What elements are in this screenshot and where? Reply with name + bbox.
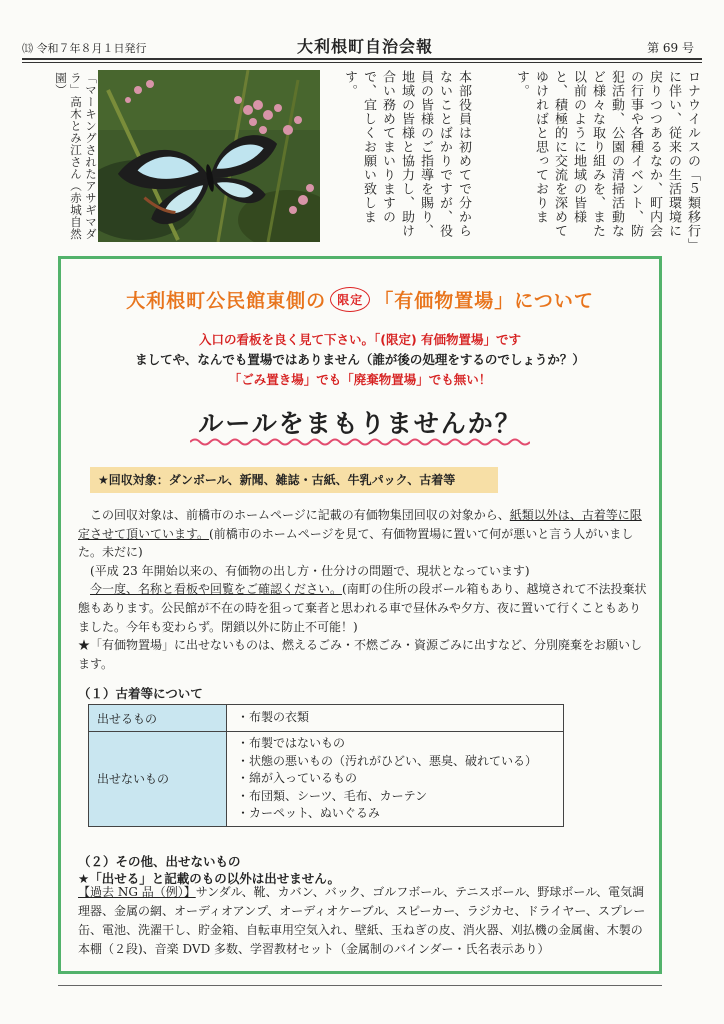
notice-title-prefix: 大利根町公民館東側の — [126, 290, 327, 312]
ng-label: 出せないもの — [89, 732, 227, 827]
collect-items-banner: ★回収対象：ダンボール、新聞、雑誌・古紙、牛乳パック、古着等 — [90, 467, 498, 493]
table-row — [89, 705, 564, 732]
list-item: ・綿が入っているもの — [237, 771, 358, 785]
header-rule — [22, 58, 702, 60]
body-paragraph-2: (平成 23 年開始以来の、有価物の出し方・仕分けの問題で、現状となっています) — [90, 563, 530, 578]
page-header — [22, 32, 702, 56]
ok-label: 出せるもの — [89, 705, 227, 732]
headline-underline — [190, 437, 530, 447]
ok-items — [227, 705, 564, 732]
notice-line-2: ましてや、なんでも置場ではありません（誰が後の処理をするのでしょうか？） — [135, 352, 585, 367]
notice-line-3: 「ごみ置き場」でも「廃棄物置場」でも無い！ — [228, 372, 492, 387]
body-paragraph-4: ★「有価物置場」に出せないものは、燃えるごみ・不燃ごみ・資源ごみに出すなど、分別廃棄をお願いします。 — [78, 638, 643, 671]
list-item: ・カーペット、ぬいぐるみ — [237, 806, 380, 820]
ng-examples-text: サンダル、靴、カバン、バック、ゴルフボール、テニスボール、野球ボール、電気調理器、金属の網、オーディオアンプ、オーディオケーブル、スピーカー、ラジカセ、ドライヤー、スプレー缶、電池、洗濯干し、貯金箱、自転車用空気入れ、壁紙、玉ねぎの皮、消火器、刈払機の金属歯、木製の本棚（２段)、音楽 DVD 多数、学習教材セット（金属制のバインダー・氏名表示あり） — [78, 885, 646, 956]
body-paragraph-3: 今一度、名称と看板や回覧をご確認ください。(南町の住所の段ボール箱もあり、越境されて不法投棄状態もあります。公民館が不在の時を狙って棄者と思われる車で昼休みや夕方、夜に置いて行くこともありました。今年も変わらず。閉鎖以外に防止不可能！) — [78, 582, 647, 634]
butterfly-photo — [98, 70, 320, 242]
underlined-limit: 紙類以外は、古着等に限定させて頂いています。 — [78, 508, 642, 541]
footer-rule — [58, 985, 662, 986]
issue-date: ⒀ 令和７年８月１日発行 — [22, 42, 147, 55]
ng-examples-label: 【過去 NG 品（例）】 — [78, 885, 196, 899]
notice-title-suffix: 「有価物置場」について — [374, 290, 594, 312]
greeting-column-2: 本部役員は初めてで分からないことばかりですが、役員の皆様のご指導を賜り、地域の皆様と協力し、助け合い務めてまいりますので、宜しくお願い致します。 — [342, 70, 471, 238]
notice-line-1: 入口の看板を良く見て下さい。「(限定) 有価物置場」です — [198, 332, 522, 347]
ng-items — [227, 732, 564, 827]
photo-caption: 「マーキングされたアサギマダラ」高木とみ江さん（赤城自然園） — [54, 72, 98, 240]
table-row — [89, 732, 564, 827]
ng-examples — [78, 883, 652, 959]
body-paragraph-1: この回収対象は、前橋市のホームページに記載の有価物集団回収の対象から、紙類以外は、古着等に限定させて頂いています。(前橋市のホームページを見て、有価物置場に置いて何が悪いと言う人がいました。未だに) — [78, 508, 642, 560]
issue-number: 第 69 号 — [647, 41, 694, 55]
underlined-confirm: 今一度、名称と看板や回覧をご確認ください。 — [90, 582, 343, 597]
list-item: ・布製ではないもの — [237, 736, 346, 750]
list-item: ・布製の衣類 — [237, 710, 310, 725]
list-item: ・布団類、シーツ、毛布、カーテン — [237, 788, 428, 803]
section-2-heading: （２）その他、出せないもの — [78, 854, 241, 869]
notice-title — [80, 286, 640, 313]
list-item: ・状態の悪いもの（汚れがひどい、悪臭、破れている） — [237, 753, 538, 768]
rules-headline: ルールをまもりませんか？ — [198, 409, 522, 438]
butterfly-photo-drawing — [98, 70, 320, 242]
greeting-column-1: ロナウイルスの「５類移行」に伴い、従来の生活環境に戻りつつあるなか、町内会の行事や各種イベント、防犯活動、公園の清掃活動など様々な取り組みを、また以前のように地域の皆様と、積極的に交流を深めてゆければと思っております。 — [514, 70, 700, 246]
newsletter-title: 大利根町自治会報 — [297, 37, 434, 56]
clothing-table — [88, 704, 564, 827]
header-rule-thin — [22, 62, 702, 63]
notice-body — [78, 506, 650, 673]
section-2-star-line: ★「出せる」と記載のもの以外は出せません。 — [78, 871, 340, 886]
limited-badge: 限定 — [330, 287, 370, 312]
section-1-heading: （１）古着等について — [78, 686, 203, 701]
